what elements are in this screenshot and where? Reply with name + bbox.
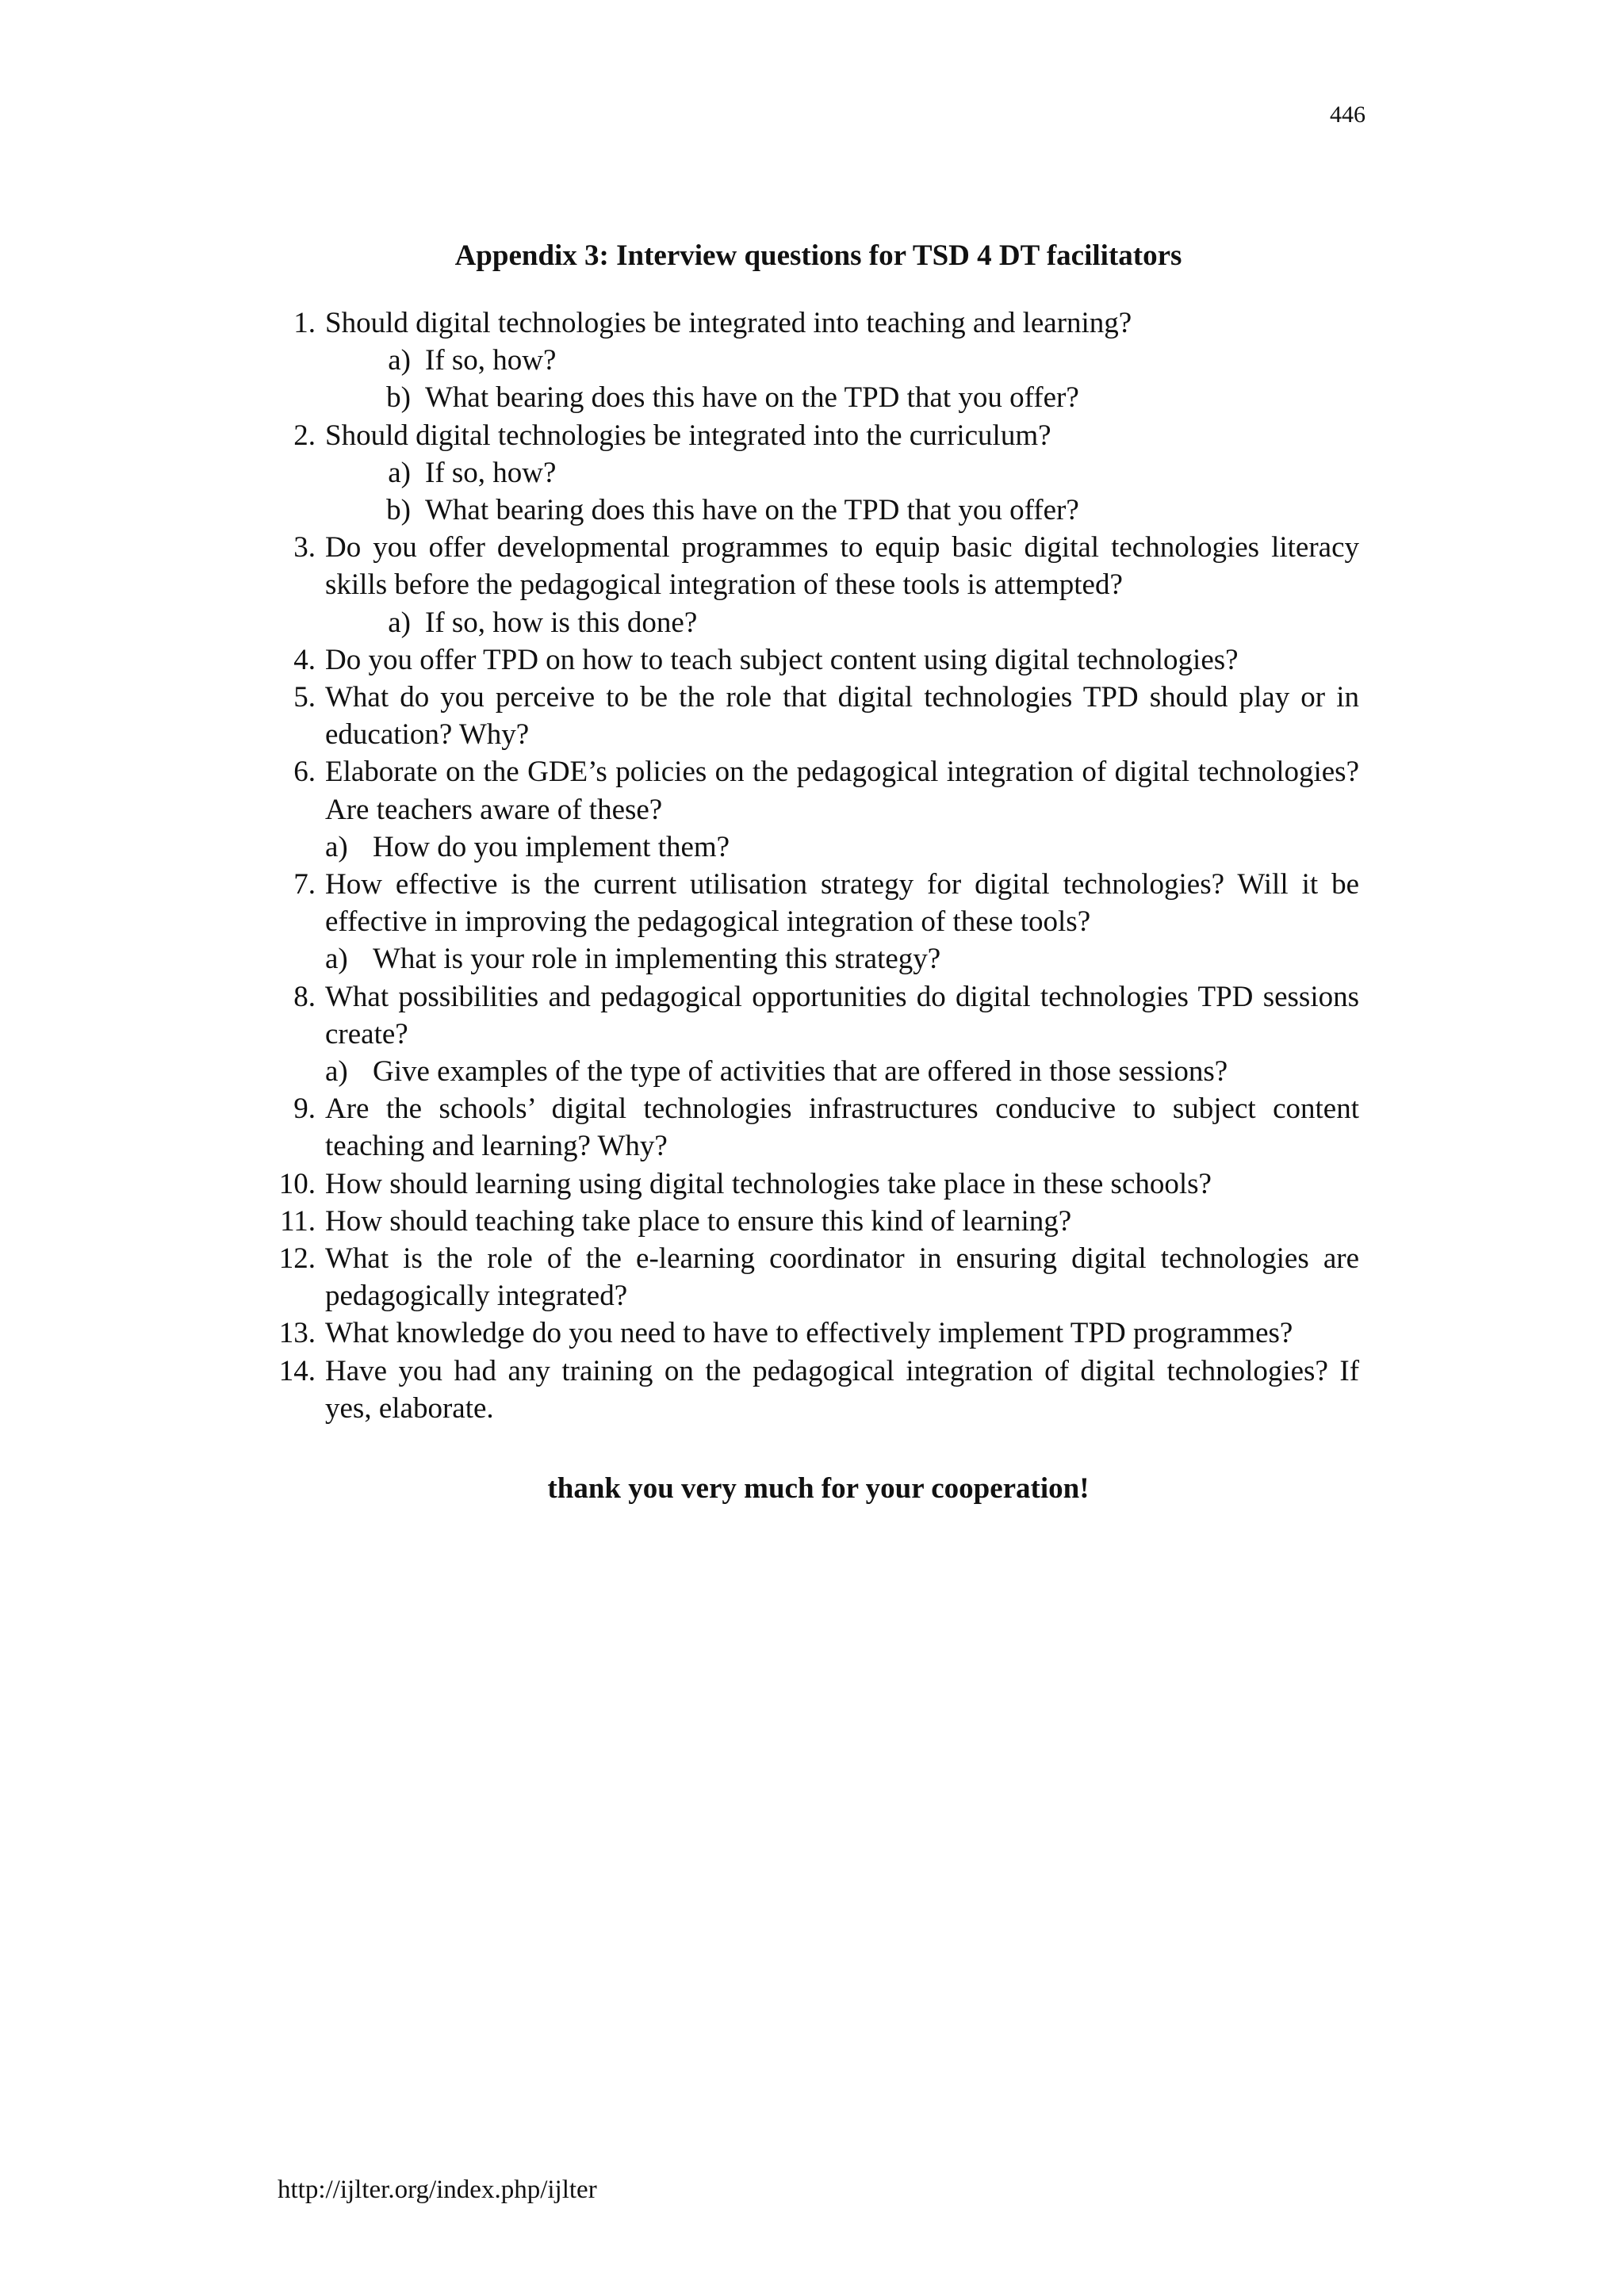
question-line: What knowledge do you need to have to effectively implement TPD xyxy=(325,1317,1126,1350)
sub-question xyxy=(270,454,1359,492)
question-item xyxy=(270,529,1359,603)
question-number: 10. xyxy=(278,1167,316,1200)
sub-question-text: If so, how? xyxy=(425,344,557,377)
sub-question-text: How do you implement them? xyxy=(373,830,730,863)
question-item xyxy=(270,1165,1359,1203)
question-list xyxy=(270,304,1359,1427)
question-line: literacy skills before the pedagogical integration of these tools is attempted? xyxy=(325,531,1359,602)
question-line: Are the schools’ digital technologies infrastructures conducive to subject xyxy=(325,1093,1256,1126)
question-number: 6. xyxy=(293,756,316,789)
question-line: What is the role of the e-learning coordinator in ensuring digital technologies xyxy=(325,1242,1309,1276)
question-text xyxy=(325,529,1359,603)
question-item xyxy=(270,679,1359,753)
sub-question-text: If so, how? xyxy=(425,456,557,489)
question-line: technologies? If yes, elaborate. xyxy=(325,1354,1360,1425)
question-text xyxy=(325,1314,1359,1352)
question-line: What do you perceive to be the role that digital technologies TPD should play xyxy=(325,681,1290,714)
question-number: 7. xyxy=(293,868,316,901)
question-item xyxy=(270,1314,1359,1352)
question-item xyxy=(270,978,1359,1053)
question-text xyxy=(325,866,1359,940)
sub-question-label: a) xyxy=(388,456,411,489)
question-line: content teaching and learning? Why? xyxy=(325,1093,1360,1163)
sub-question-label: a) xyxy=(325,830,348,863)
sub-question-label: a) xyxy=(325,1055,348,1089)
sub-question-label: a) xyxy=(325,943,348,976)
question-item xyxy=(270,753,1359,828)
question-number: 13. xyxy=(278,1317,316,1350)
sub-question-label: a) xyxy=(388,606,411,639)
question-line: or in education? Why? xyxy=(325,681,1359,752)
sub-question-label: b) xyxy=(386,494,411,527)
question-text xyxy=(325,1240,1359,1314)
appendix-title: Appendix 3: Interview questions for TSD 4 DT facilitators xyxy=(454,239,1182,272)
question-line: Elaborate on the GDE’s policies on the pedagogical integration of digital xyxy=(325,756,1190,789)
sub-question xyxy=(270,828,1359,866)
question-number: 14. xyxy=(278,1354,316,1387)
question-number: 2. xyxy=(293,419,316,452)
question-number: 12. xyxy=(278,1242,316,1276)
sub-question xyxy=(270,1053,1359,1090)
question-text xyxy=(325,1165,1359,1203)
sub-question-text: Give examples of the type of activities that are offered in those sessions? xyxy=(373,1055,1228,1089)
sub-question xyxy=(270,492,1359,529)
question-line: Should digital technologies be integrated into the curriculum? xyxy=(325,419,1051,452)
question-text xyxy=(325,753,1359,828)
page-number: 446 xyxy=(1330,101,1365,128)
question-line: it be effective in improving the pedagogical integration of these tools? xyxy=(325,868,1360,939)
closing-remark: thank you very much for your cooperation! xyxy=(547,1472,1090,1505)
question-text xyxy=(325,679,1359,753)
question-number: 3. xyxy=(293,531,316,564)
question-line: How effective is the current utilisation strategy for digital technologies? Will xyxy=(325,868,1289,901)
sub-question-label: b) xyxy=(386,381,411,415)
question-number: 11. xyxy=(280,1204,316,1238)
question-line: What possibilities and pedagogical opportunities do digital technologies TPD xyxy=(325,980,1254,1013)
footer-url: http://ijlter.org/index.php/ijlter xyxy=(278,2175,597,2204)
question-item xyxy=(270,304,1359,342)
question-line: technologies? Are teachers aware of these? xyxy=(325,756,1360,826)
sub-question-text: What bearing does this have on the TPD that you offer? xyxy=(425,381,1079,415)
sub-question xyxy=(270,604,1359,641)
question-item xyxy=(270,1090,1359,1165)
question-number: 9. xyxy=(293,1093,316,1126)
question-item xyxy=(270,866,1359,940)
question-line: How should learning using digital technologies take place in these schools? xyxy=(325,1167,1212,1200)
question-line: are pedagogically integrated? xyxy=(325,1242,1359,1313)
sub-question-text: If so, how is this done? xyxy=(425,606,698,639)
question-text xyxy=(325,978,1359,1053)
question-text xyxy=(325,641,1359,679)
question-line: sessions create? xyxy=(325,980,1360,1050)
question-item xyxy=(270,417,1359,454)
sub-question xyxy=(270,379,1359,416)
question-line: How should teaching take place to ensure this kind of learning? xyxy=(325,1204,1072,1238)
question-item xyxy=(270,641,1359,679)
question-number: 5. xyxy=(293,681,316,714)
question-text xyxy=(325,1203,1359,1240)
sub-question-text: What bearing does this have on the TPD that you offer? xyxy=(425,494,1079,527)
sub-question xyxy=(270,342,1359,379)
question-line: Have you had any training on the pedagogical integration of digital xyxy=(325,1354,1155,1387)
question-number: 1. xyxy=(293,307,316,339)
sub-question-label: a) xyxy=(388,344,411,377)
question-text xyxy=(325,304,1359,342)
question-text xyxy=(325,1090,1359,1165)
question-line: Should digital technologies be integrated into teaching and learning? xyxy=(325,307,1132,339)
question-item xyxy=(270,1203,1359,1240)
sub-question-text: What is your role in implementing this strategy? xyxy=(373,943,941,976)
question-number: 4. xyxy=(293,643,316,676)
question-number: 8. xyxy=(293,980,316,1013)
question-item xyxy=(270,1240,1359,1314)
question-line: Do you offer TPD on how to teach subject content using digital technologies? xyxy=(325,643,1239,676)
question-line: programmes? xyxy=(1132,1317,1293,1350)
question-text xyxy=(325,417,1359,454)
question-text xyxy=(325,1353,1359,1427)
sub-question xyxy=(270,940,1359,978)
question-item xyxy=(270,1353,1359,1427)
question-line: Do you offer developmental programmes to equip basic digital technologies xyxy=(325,531,1260,564)
